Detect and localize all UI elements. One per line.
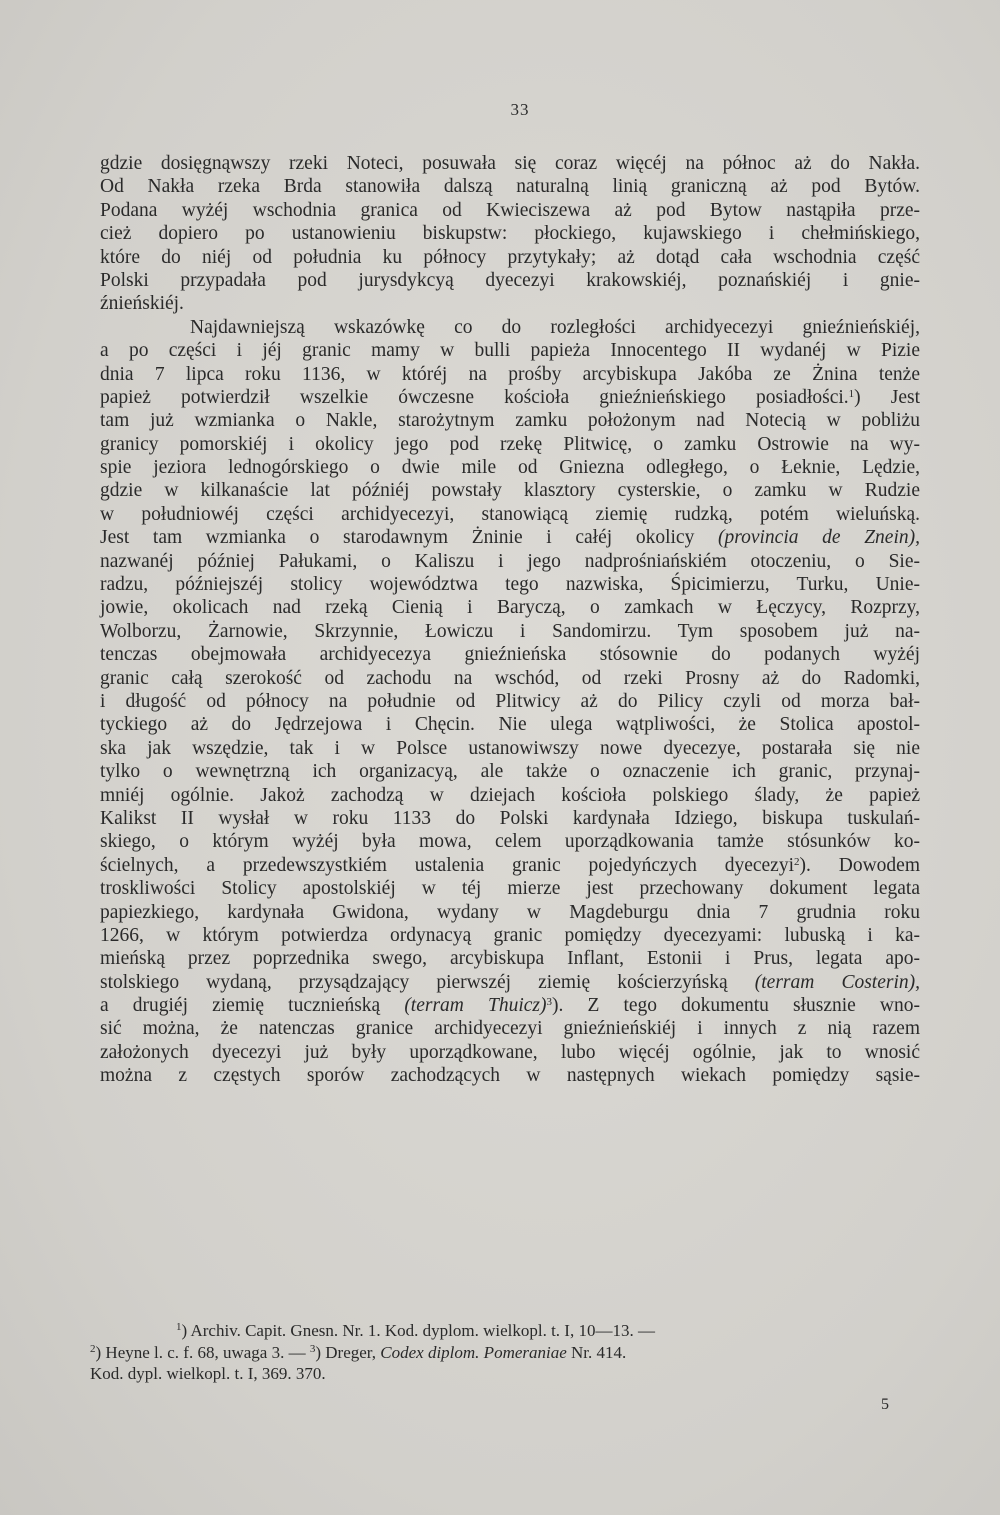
text-line: granic całą szerokość od zachodu na wschód, od rzeki Prosny aż do Radomki, bbox=[100, 667, 920, 689]
text-line: tyckiego aż do Jędrzejowa i Chęcin. Nie ulega wątpliwości, że Stolica apostol- bbox=[100, 714, 920, 736]
text-line: skiego, o którym wyżéj była mowa, celem uporządkowania tamże stósunków ko- bbox=[100, 831, 920, 853]
text-line: można z częstych sporów zachodzących w następnych wiekach pomiędzy sąsie- bbox=[100, 1065, 920, 1087]
page-number: 33 bbox=[510, 100, 530, 119]
text-line: troskliwości Stolicy apostolskiéj w téj mierze jest przechowany dokument legata bbox=[100, 878, 920, 900]
body-text bbox=[100, 152, 920, 1088]
text-line: sić można, że natenczas granice archidyecezyi gnieźnieńskiéj i innych z nią razem bbox=[100, 1018, 920, 1040]
text-line: w południowéj części archidyecezyi, stanowiącą ziemię rudzką, potém wieluńską. bbox=[100, 503, 920, 525]
text-line: ścielnych, a przedewszystkiém ustalenia granic pojedyńczych dyecezyi$^2$). Dowodem bbox=[100, 854, 921, 876]
text-line: Kalikst II wysłał w roku 1133 do Polski kardynała Idziego, biskupa tuskulań- bbox=[100, 807, 920, 829]
text-line: ska jak wszędzie, tak i w Polsce ustanowiwszy nowe dyecezye, postarała się nie bbox=[100, 737, 920, 759]
footnote-ref: 2 bbox=[794, 855, 800, 868]
signature-mark: 5 bbox=[881, 1396, 889, 1413]
text-line: tenczas obejmowała archidyecezya gnieźnieńska stósownie do podanych wyżéj bbox=[100, 644, 920, 666]
text-line: i długość od północy na południe od Plitwicy aż do Pilicy czyli od morza bał- bbox=[100, 690, 920, 712]
footnotes bbox=[90, 1320, 920, 1385]
text-line: papiezkiego, kardynała Gwidona, wydany w Magdeburgu dnia 7 grudnia roku bbox=[100, 901, 920, 923]
text-line: mieńską przez poprzednika swego, arcybiskupa Inflant, Estonii i Prus, legata apo- bbox=[100, 948, 920, 970]
text-line: tylko o wewnętrzną ich organizacyą, ale także o oznaczenie ich granic, przynaj- bbox=[100, 761, 920, 783]
text-line: Od Nakła rzeka Brda stanowiła dalszą naturalną linią graniczną aż pod Bytów. bbox=[100, 176, 920, 198]
text-line: spie jeziora lednogórskiego o dwie mile od Gniezna odległego, o Łeknie, Lędzie, bbox=[100, 457, 920, 479]
text-line: nazwanéj później Pałukami, o Kaliszu i jego nadprośniańskiém otoczeniu, o Sie- bbox=[100, 550, 920, 572]
text-line: Podana wyżéj wschodnia granica od Kwieciszewa aż pod Bytow nastąpiła prze- bbox=[100, 199, 920, 221]
text-line: a po części i jéj granic mamy w bulli papieża Innocentego II wydanéj w Pizie bbox=[100, 340, 920, 362]
text-line: a drugiéj ziemię tucznieńską (terram Thuicz)$^3$). Z tego dokumentu słusznie wno- bbox=[100, 995, 920, 1017]
text-line: gdzie w kilkanaście lat późniéj powstały klasztory cysterskie, o zamku w Rudzie bbox=[100, 480, 920, 502]
footnote-mark: 3 bbox=[309, 1342, 316, 1355]
text-line: Polski przypadała pod jurysdykcyą dyecezyi krakowskiéj, poznańskiéj i gnie- bbox=[100, 269, 920, 291]
footnote-line: Kod. dypl. wielkopl. t. I, 369. 370. bbox=[90, 1364, 326, 1383]
text-line: Jest tam wzmianka o starodawnym Żninie i całéj okolicy (provincia de Znein), bbox=[100, 527, 920, 549]
footnote-line: $^2$) Heyne l. c. f. 68, uwaga 3. — $^3$) Dreger, Codex diplom. Pomeraniae Nr. 414. bbox=[90, 1342, 627, 1362]
footnote-ref: 1 bbox=[848, 387, 855, 400]
text-line: stolskiego wydaną, przysądzający pierwszéj ziemię kościerzyńską (terram Costerin), bbox=[100, 971, 920, 993]
text-line: gdzie dosięgnąwszy rzeki Noteci, posuwała się coraz więcéj na północ aż do Nakła. bbox=[100, 153, 920, 174]
text-line: które do niéj od południa ku północy przytykały; aż dotąd cała wschodnia część bbox=[100, 246, 920, 268]
text-line: cież dopiero po ustanowieniu biskupstw: płockiego, kujawskiego i chełmińskiego, bbox=[100, 223, 920, 245]
text-line: źnieńskiéj. bbox=[100, 293, 184, 315]
text-line: granicy pomorskiéj i okolicy jego pod rzekę Plitwicę, o zamku Ostrowie na wy- bbox=[100, 433, 920, 455]
text-line: 1266, w którym potwierdza ordynacyą granic pomiędzy dyecezyami: lubuską i ka- bbox=[100, 924, 920, 946]
text-line: tam już wzmianka o Nakle, starożytnym zamku położonym nad Notecią w pobliżu bbox=[100, 410, 920, 432]
text-line: radzu, późniejszéj stolicy województwa tego nazwiska, Śpicimierzu, Turku, Unie- bbox=[100, 574, 920, 596]
text-line: Najdawniejszą wskazówkę co do rozległości archidyecezyi gnieźnieńskiéj, bbox=[190, 316, 920, 338]
footnote-ref: 3 bbox=[546, 996, 552, 1009]
text-line: założonych dyecezyi już były uporządkowane, lubo więcéj ogólnie, jak to wnosić bbox=[100, 1041, 920, 1063]
footnote-mark: 2 bbox=[90, 1342, 96, 1355]
text-line: dnia 7 lipca roku 1136, w któréj na prośby arcybiskupa Jakóba ze Żnina tenże bbox=[100, 363, 920, 385]
footnote-mark: 1 bbox=[176, 1321, 182, 1333]
text-line: Wolborzu, Żarnowie, Skrzynnie, Łowiczu i Sandomirzu. Tym sposobem już na- bbox=[100, 620, 920, 642]
footnote-line: $^1$) Archiv. Capit. Gnesn. Nr. 1. Kod. dyplom. wielkopl. t. I, 10—13. — bbox=[176, 1321, 655, 1340]
text-line: mniéj ogólnie. Jakoż zachodzą w dziejach kościoła polskiego ślady, że papież bbox=[100, 784, 920, 806]
text-line: jowie, okolicach nad rzeką Cienią i Baryczą, o zamkach w Łęczycy, Rozprzy, bbox=[100, 597, 920, 619]
text-line: papież potwierdził wszelkie ówczesne kościoła gnieźnieńskiego posiadłości.$^1$) Jest bbox=[100, 386, 921, 408]
